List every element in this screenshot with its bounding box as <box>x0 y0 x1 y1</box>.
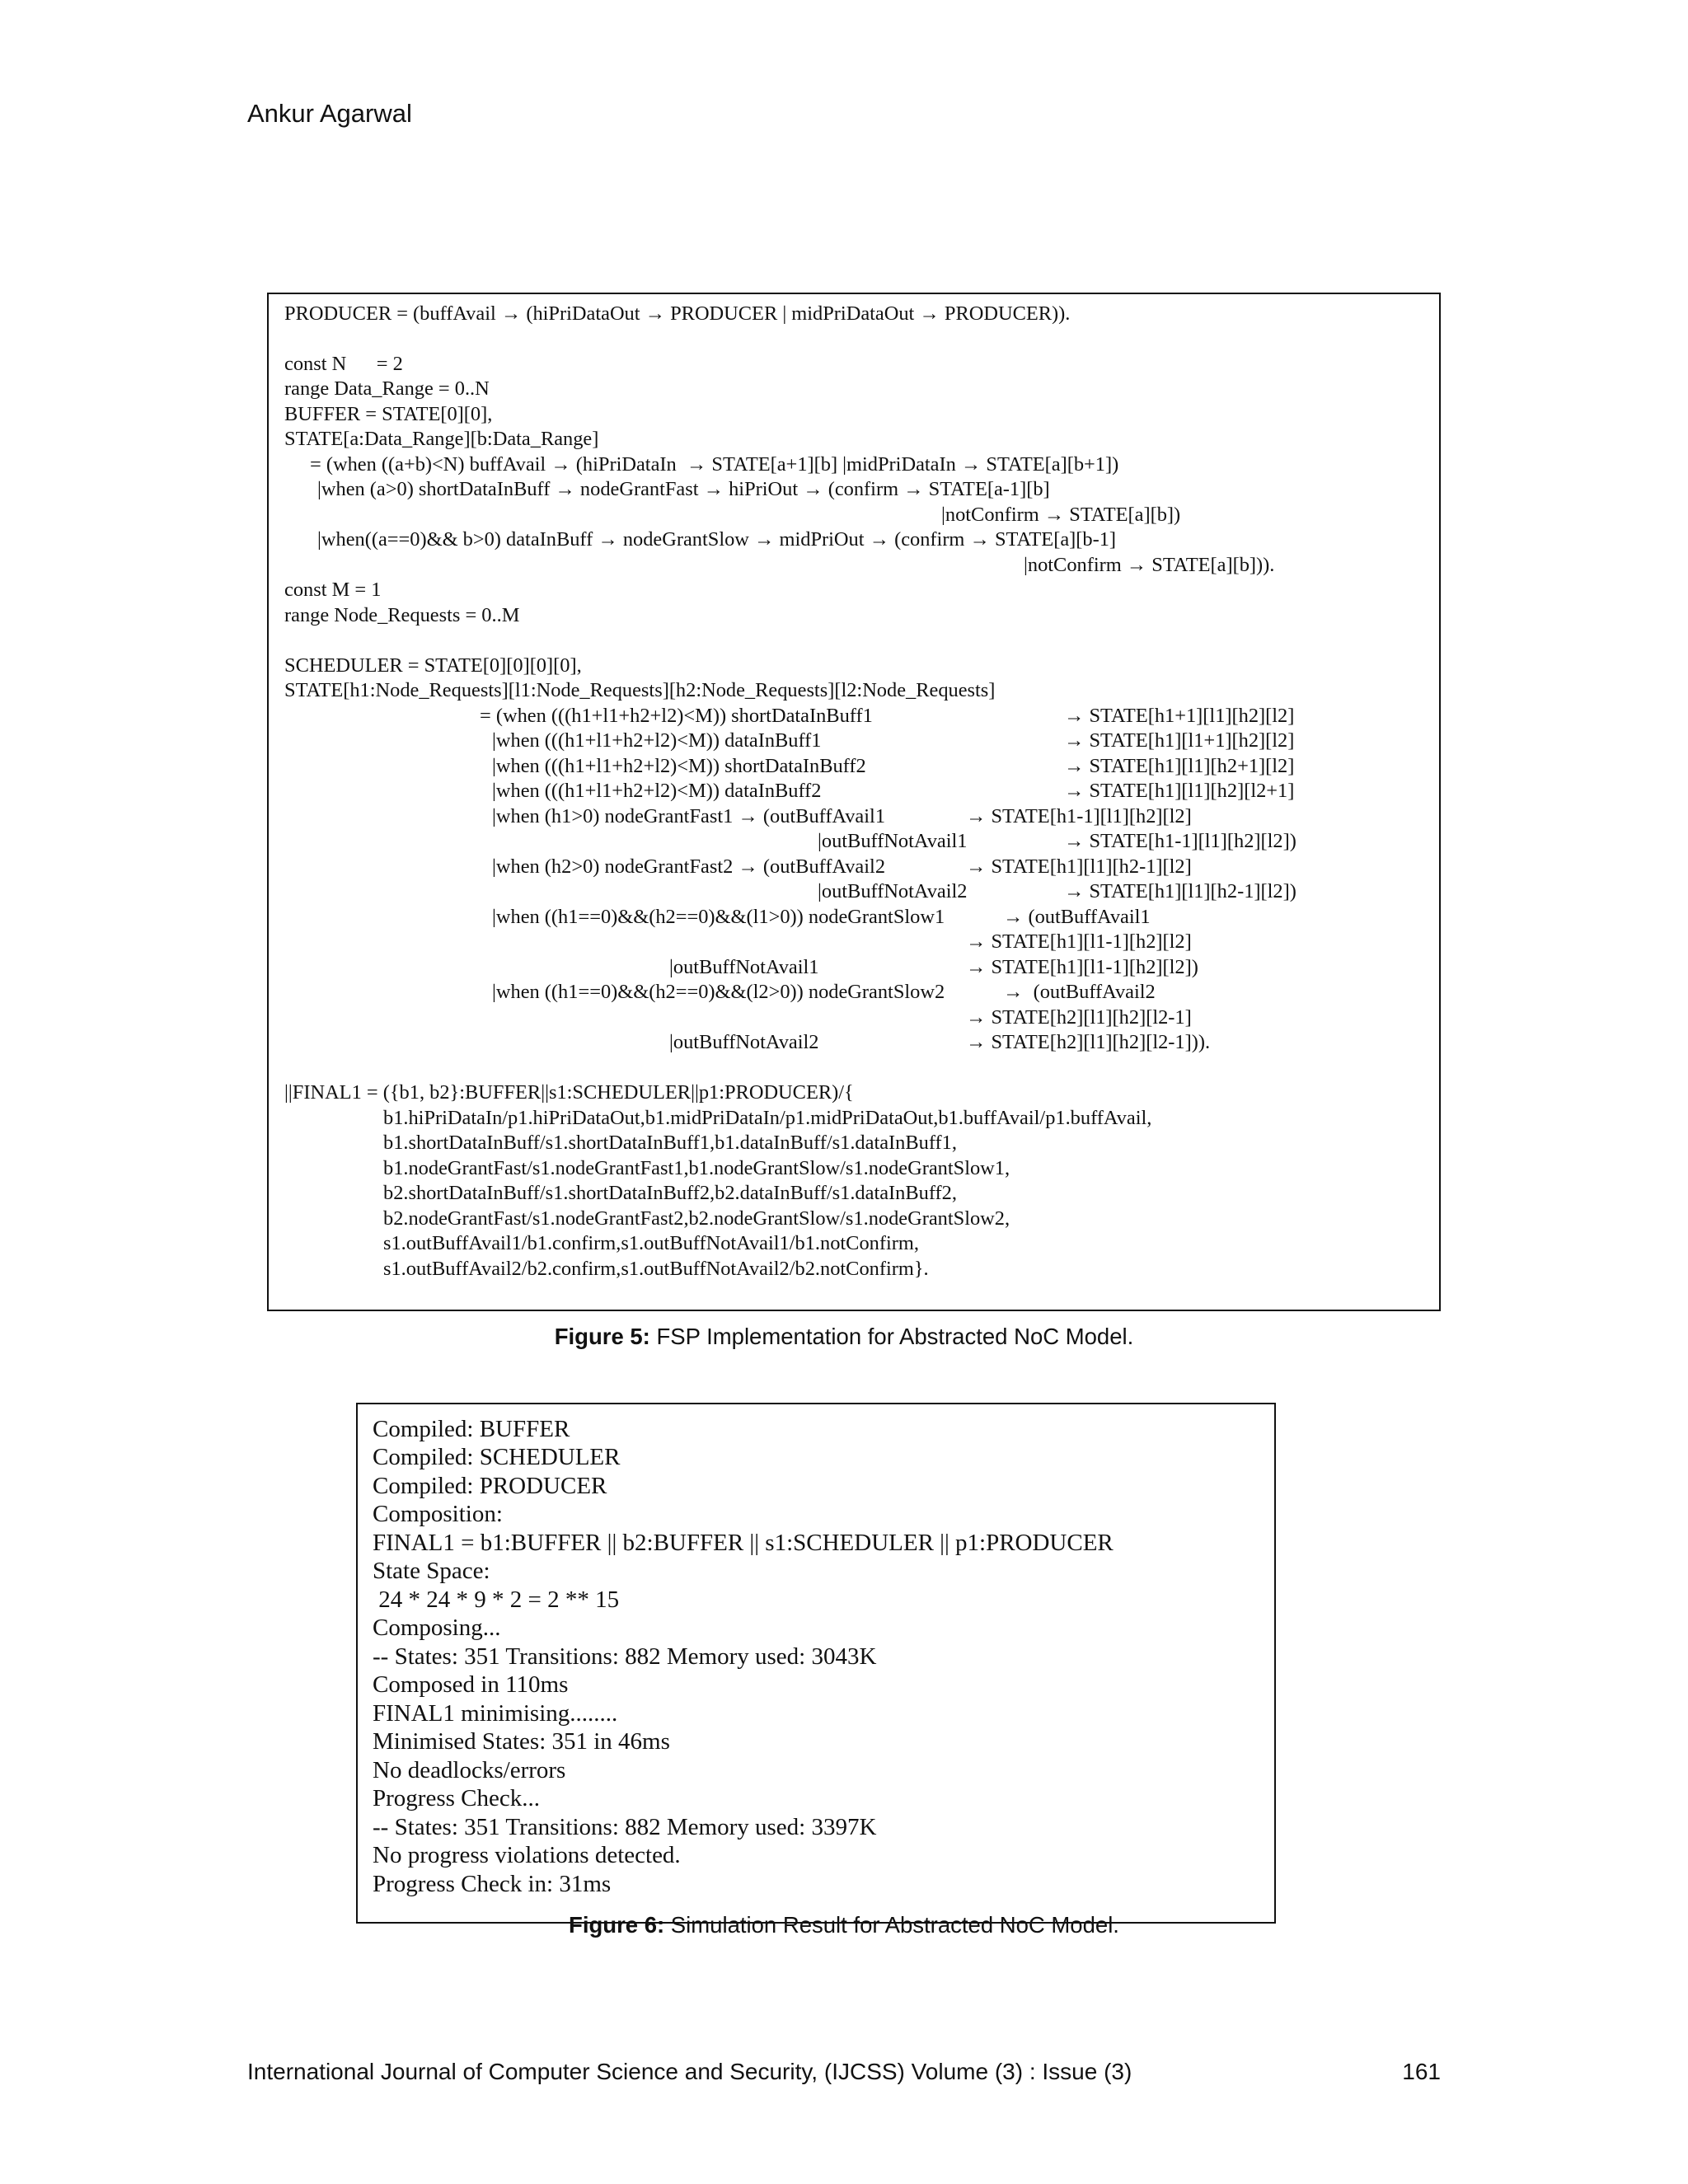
code-line: STATE[h1:Node_Requests][l1:Node_Requests][h2:Node_Requests][l2:Node_Requests] <box>284 679 996 701</box>
code-line: |notConfirm → STATE[a][b]) <box>941 504 1181 526</box>
code-line: |outBuffNotAvail2 <box>818 880 968 902</box>
output-line: Compiled: BUFFER <box>373 1416 570 1442</box>
code-line: |when (h1>0) nodeGrantFast1 → (outBuffAvail1 <box>492 805 886 827</box>
output-line: Progress Check... <box>373 1785 540 1811</box>
figure-6-caption-label: Figure 6: <box>569 1912 665 1938</box>
output-line: No progress violations detected. <box>373 1842 681 1868</box>
output-line: Minimised States: 351 in 46ms <box>373 1728 670 1755</box>
output-line: No deadlocks/errors <box>373 1757 566 1783</box>
code-line: b2.shortDataInBuff/s1.shortDataInBuff2,b2.dataInBuff/s1.dataInBuff2, <box>383 1182 957 1204</box>
output-line: FINAL1 minimising........ <box>373 1700 618 1727</box>
code-line: const N = 2 <box>284 353 403 375</box>
figure-5-caption-label: Figure 5: <box>554 1324 650 1349</box>
code-line: → STATE[h2][l1][h2][l2-1] <box>966 1006 1192 1029</box>
code-line: |when (((h1+l1+h2+l2)<M)) dataInBuff1 <box>492 729 822 752</box>
figure-5-code-box <box>267 293 1441 1311</box>
output-line: Compiled: PRODUCER <box>373 1473 607 1499</box>
output-line: Progress Check in: 31ms <box>373 1871 612 1897</box>
code-line: = (when ((a+b)<N) buffAvail → (hiPriDataIn → STATE[a+1][b] |midPriDataIn → STATE[a][b+1]) <box>310 453 1119 476</box>
code-line: s1.outBuffAvail1/b1.confirm,s1.outBuffNotAvail1/b1.notConfirm, <box>383 1232 919 1254</box>
code-line: → STATE[h1][l1][h2+1][l2] <box>1064 755 1295 777</box>
code-line: b1.shortDataInBuff/s1.shortDataInBuff1,b1.dataInBuff/s1.dataInBuff1, <box>383 1132 957 1154</box>
figure-6-caption <box>0 1912 1688 1938</box>
code-line: → STATE[h1][l1][h2-1][l2] <box>966 855 1192 878</box>
code-line: → STATE[h1][l1+1][h2][l2] <box>1064 729 1295 752</box>
code-line: |outBuffNotAvail2 <box>669 1031 819 1053</box>
code-line: |when (a>0) shortDataInBuff → nodeGrantFast → hiPriOut → (confirm → STATE[a-1][b] <box>317 478 1050 500</box>
code-line: |outBuffNotAvail1 <box>669 956 819 978</box>
output-line: Composition: <box>373 1501 503 1527</box>
code-line: |outBuffNotAvail1 <box>818 830 968 852</box>
code-line: s1.outBuffAvail2/b2.confirm,s1.outBuffNotAvail2/b2.notConfirm}. <box>383 1258 929 1280</box>
figure-5-caption <box>0 1324 1688 1350</box>
code-line: |when (h2>0) nodeGrantFast2 → (outBuffAvail2 <box>492 855 886 878</box>
code-line: range Data_Range = 0..N <box>284 377 490 400</box>
code-line: → STATE[h1+1][l1][h2][l2] <box>1064 705 1295 727</box>
code-line: → STATE[h1-1][l1][h2][l2]) <box>1064 830 1296 852</box>
code-line: → (outBuffAvail1 <box>1003 906 1151 928</box>
output-line: -- States: 351 Transitions: 882 Memory used: 3397K <box>373 1814 877 1840</box>
code-line: |when ((h1==0)&&(h2==0)&&(l1>0)) nodeGrantSlow1 <box>492 906 945 928</box>
code-line: const M = 1 <box>284 579 382 601</box>
output-line: -- States: 351 Transitions: 882 Memory used: 3043K <box>373 1643 877 1670</box>
footer-page-number: 161 <box>1402 2059 1441 2084</box>
code-line: SCHEDULER = STATE[0][0][0][0], <box>284 654 582 677</box>
figure-6-output-box <box>356 1403 1276 1924</box>
code-line: |notConfirm → STATE[a][b])). <box>1024 554 1275 576</box>
code-line: STATE[a:Data_Range][b:Data_Range] <box>284 428 599 450</box>
code-line: PRODUCER = (buffAvail → (hiPriDataOut → PRODUCER | midPriDataOut → PRODUCER)). <box>284 302 1071 325</box>
running-header-author: Ankur Agarwal <box>247 99 412 128</box>
output-line: 24 * 24 * 9 * 2 = 2 ** 15 <box>373 1586 620 1613</box>
code-line: b2.nodeGrantFast/s1.nodeGrantFast2,b2.nodeGrantSlow/s1.nodeGrantSlow2, <box>383 1207 1010 1230</box>
output-line: Composing... <box>373 1615 501 1641</box>
code-line: |when (((h1+l1+h2+l2)<M)) shortDataInBuff2 <box>492 755 866 777</box>
code-line: range Node_Requests = 0..M <box>284 604 520 626</box>
code-line: |when ((h1==0)&&(h2==0)&&(l2>0)) nodeGrantSlow2 <box>492 981 945 1003</box>
code-line: → (outBuffAvail2 <box>1003 981 1156 1003</box>
figure-6-caption-text: Simulation Result for Abstracted NoC Model. <box>664 1912 1119 1938</box>
code-line: = (when (((h1+l1+h2+l2)<M)) shortDataInBuff1 <box>480 705 873 727</box>
output-line: Composed in 110ms <box>373 1671 569 1698</box>
code-line: → STATE[h1][l1-1][h2][l2]) <box>966 956 1198 978</box>
output-line: State Space: <box>373 1558 490 1584</box>
code-line: ||FINAL1 = ({b1, b2}:BUFFER||s1:SCHEDULER||p1:PRODUCER)/{ <box>284 1081 854 1104</box>
code-line: b1.hiPriDataIn/p1.hiPriDataOut,b1.midPriDataIn/p1.midPriDataOut,b1.buffAvail/p1.buffAvail, <box>383 1107 1152 1129</box>
code-line: b1.nodeGrantFast/s1.nodeGrantFast1,b1.nodeGrantSlow/s1.nodeGrantSlow1, <box>383 1157 1010 1179</box>
code-line: → STATE[h1][l1][h2][l2+1] <box>1064 780 1295 802</box>
code-line: → STATE[h1][l1-1][h2][l2] <box>966 930 1192 953</box>
code-line: |when((a==0)&& b>0) dataInBuff → nodeGrantSlow → midPriOut → (confirm → STATE[a][b-1] <box>317 528 1117 551</box>
code-line: → STATE[h1-1][l1][h2][l2] <box>966 805 1192 827</box>
code-line: |when (((h1+l1+h2+l2)<M)) dataInBuff2 <box>492 780 822 802</box>
code-line: BUFFER = STATE[0][0], <box>284 403 493 425</box>
footer-journal: International Journal of Computer Science and Security, (IJCSS) Volume (3) : Issue (3) <box>247 2059 1132 2084</box>
figure-5-caption-text: FSP Implementation for Abstracted NoC Model. <box>649 1324 1134 1349</box>
code-line: → STATE[h2][l1][h2][l2-1])). <box>966 1031 1211 1053</box>
code-line: → STATE[h1][l1][h2-1][l2]) <box>1064 880 1296 902</box>
output-line: FINAL1 = b1:BUFFER || b2:BUFFER || s1:SCHEDULER || p1:PRODUCER <box>373 1530 1114 1556</box>
output-line: Compiled: SCHEDULER <box>373 1444 621 1470</box>
